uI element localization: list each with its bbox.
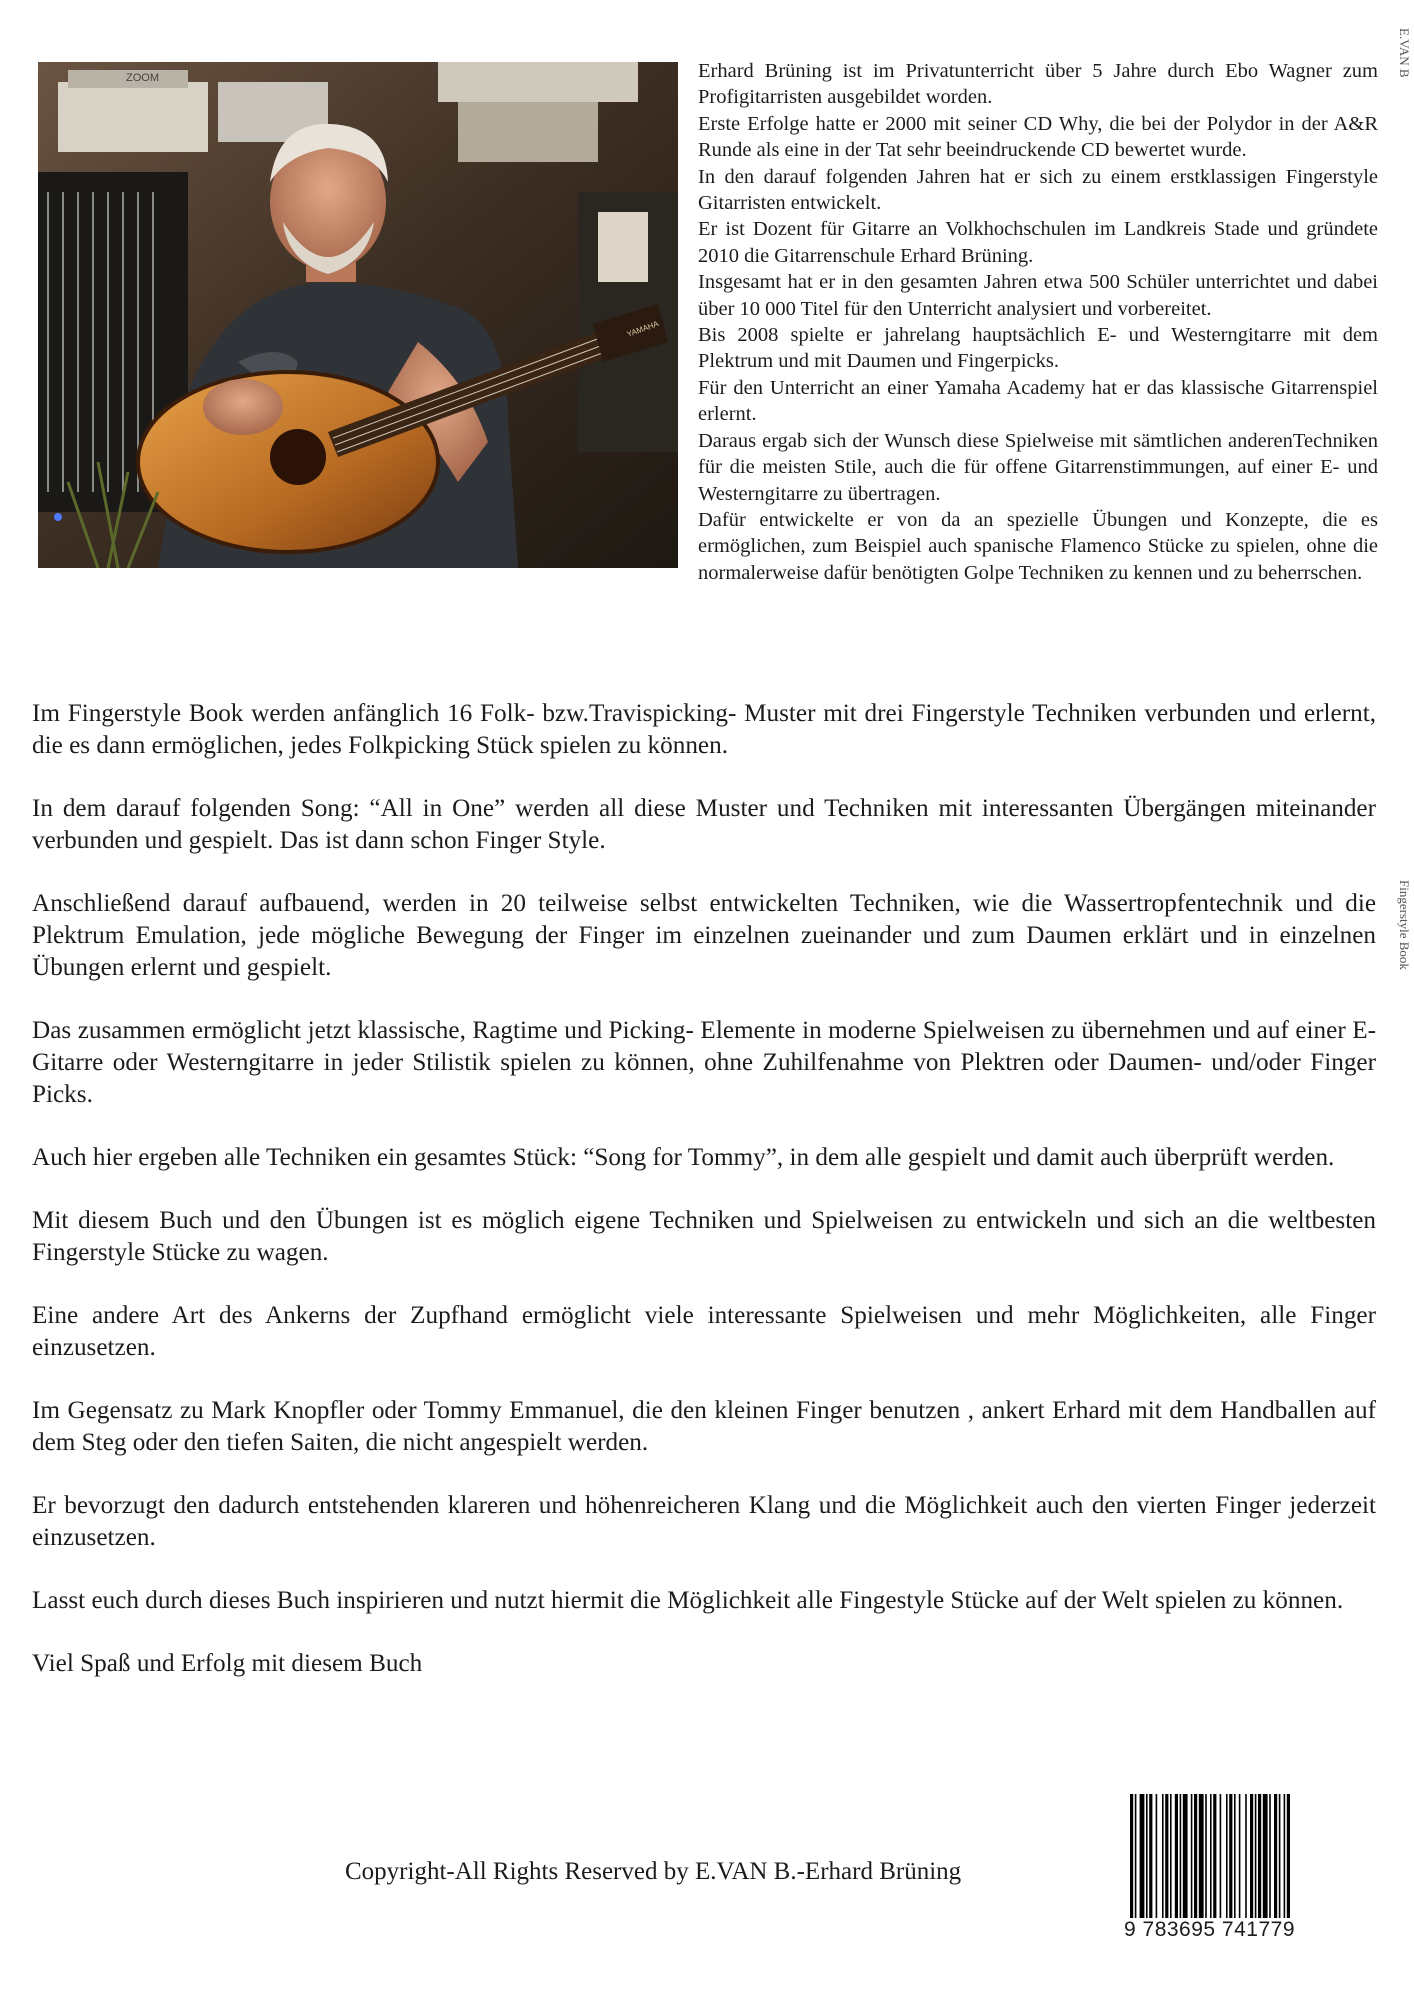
description-paragraph: Lasst euch durch dieses Buch inspirieren und nutzt hiermit die Möglichkeit alle Fingestyle Stücke auf der Welt spielen zu können. bbox=[32, 1587, 1344, 1614]
spine-label-top: E.VAN B bbox=[1397, 28, 1412, 78]
author-biography bbox=[698, 58, 1378, 586]
barcode-bar bbox=[1269, 1794, 1271, 1918]
copyright-notice: Copyright-All Rights Reserved by E.VAN B.-Erhard Brüning bbox=[345, 1858, 962, 1885]
author-photo bbox=[38, 62, 678, 568]
barcode-bar bbox=[1165, 1794, 1168, 1918]
bio-paragraph: Erhard Brüning ist im Privatunterricht über 5 Jahre durch Ebo Wagner zum Profigitarristen ausgebildet worden. bbox=[698, 60, 1378, 109]
author-photo-illustration bbox=[38, 62, 678, 568]
description-paragraph: Im Gegensatz zu Mark Knopfler oder Tommy Emmanuel, die den kleinen Finger benutzen , ankert Erhard mit dem Handballen auf dem Steg oder den tiefen Saiten, die nicht angespielt werden. bbox=[32, 1397, 1376, 1456]
barcode-bar bbox=[1135, 1794, 1137, 1918]
barcode-bar bbox=[1162, 1794, 1164, 1918]
barcode-digits: 9 783695 741779 bbox=[1124, 1918, 1295, 1941]
barcode-bar bbox=[1229, 1794, 1232, 1918]
barcode-bar bbox=[1226, 1794, 1228, 1918]
barcode-bar bbox=[1194, 1794, 1197, 1918]
barcode-bar bbox=[1146, 1794, 1148, 1918]
barcode-bar bbox=[1140, 1794, 1145, 1918]
barcode-bar bbox=[1199, 1794, 1204, 1918]
bio-paragraph: Bis 2008 spielte er jahrelang hauptsächlich E- und Westerngitarre mit dem Plektrum und mit Daumen und Fingerpicks. bbox=[698, 324, 1378, 373]
description-paragraph: Das zusammen ermöglicht jetzt klassische, Ragtime und Picking- Elemente in moderne Spielweisen zu übernehmen und auf einer E-Gitarre oder Westerngitarre in jeder Stilistik spielen zu können, ohne Zuhilfenahme von Plektren oder Daumen- und/oder Finger Picks. bbox=[32, 1017, 1376, 1108]
barcode-bar bbox=[1255, 1794, 1257, 1918]
bio-paragraph: Daraus ergab sich der Wunsch diese Spielweise mit sämtlichen anderenTechniken für die meisten Stile, auch die für offene Gitarrenstimmungen, auf einer E- und Westerngitarre zu übertragen. bbox=[698, 429, 1378, 505]
barcode-bar bbox=[1149, 1794, 1152, 1918]
barcode-bar bbox=[1287, 1794, 1290, 1918]
bio-paragraph: Er ist Dozent für Gitarre an Volkhochschulen im Landkreis Stade und gründete 2010 die Gitarrenschule Erhard Brüning. bbox=[698, 218, 1378, 267]
barcode-bar bbox=[1279, 1794, 1281, 1918]
barcode-bar bbox=[1234, 1794, 1236, 1918]
description-paragraph: Er bevorzugt den dadurch entstehenden klareren und höhenreicheren Klang und die Möglichkeit auch den vierten Finger jederzeit einzusetzen. bbox=[32, 1492, 1376, 1551]
barcode-bar bbox=[1213, 1794, 1216, 1918]
barcode-bar bbox=[1284, 1794, 1286, 1918]
barcode-bar bbox=[1130, 1794, 1133, 1918]
barcode-bar bbox=[1239, 1794, 1241, 1918]
barcode-bar bbox=[1245, 1794, 1247, 1918]
description-paragraph: In dem darauf folgenden Song: “All in One” werden all diese Muster und Techniken mit interessanten Übergängen miteinander verbunden und gespielt. Das ist dann schon Finger Style. bbox=[32, 795, 1376, 854]
barcode-bar bbox=[1191, 1794, 1193, 1918]
barcode-bar bbox=[1156, 1794, 1158, 1918]
description-paragraph: Mit diesem Buch und den Übungen ist es möglich eigene Techniken und Spielweisen zu entwickeln und sich an die weltbesten Fingerstyle Stücke zu wagen. bbox=[32, 1207, 1376, 1266]
description-paragraph: Anschließend darauf aufbauend, werden in 20 teilweise selbst entwickelten Techniken, wie die Wassertropfentechnik und die Plektrum Emulation, jede mögliche Bewegung der Finger im einzelnen zueinander und zum Daumen erklärt und in einzelnen Übungen erlernt und gespielt. bbox=[32, 890, 1376, 981]
barcode-bar bbox=[1180, 1794, 1182, 1918]
bio-paragraph: Für den Unterricht an einer Yamaha Academy hat er das klassische Gitarrenspiel erlernt. bbox=[698, 376, 1378, 426]
book-description bbox=[32, 698, 1376, 1711]
description-paragraph: Eine andere Art des Ankerns der Zupfhand ermöglicht viele interessante Spielweisen und mehr Möglichkeiten, alle Finger einzusetzen. bbox=[32, 1302, 1376, 1361]
barcode-bar bbox=[1220, 1794, 1222, 1918]
zoom-logo: ZOOM bbox=[126, 72, 159, 84]
spine-label-title: Fingerstyle Book bbox=[1397, 880, 1412, 970]
bio-paragraph: Dafür entwickelte er von da an spezielle Übungen und Konzepte, die es ermöglichen, zum Beispiel auch spanische Flamenco Stücke zu spielen, ohne die normalerweise dafür benötigten Golpe Techniken zu kennen und zu beherrschen. bbox=[698, 508, 1378, 584]
description-paragraph: Im Fingerstyle Book werden anfänglich 16 Folk- bzw.Travispicking- Muster mit drei Fingerstyle Techniken verbunden und erlernt, die es dann ermöglichen, jedes Folkpicking Stück spielen zu können. bbox=[32, 700, 1376, 759]
barcode-bar bbox=[1210, 1794, 1212, 1918]
closing-line: Viel Spaß und Erfolg mit diesem Buch bbox=[32, 1650, 423, 1677]
barcode-bar bbox=[1250, 1794, 1253, 1918]
isbn-barcode bbox=[1124, 1794, 1310, 1942]
barcode-bars bbox=[1124, 1794, 1310, 1918]
barcode-bar bbox=[1175, 1794, 1178, 1918]
bio-paragraph: Erste Erfolge hatte er 2000 mit seiner CD Why, die bei der Polydor in der A&R Runde als eine in der Tat sehr beeindruckende CD bewertet wurde. bbox=[698, 112, 1378, 162]
bio-paragraph: In den darauf folgenden Jahren hat er sich zu einem erstklassigen Fingerstyle Gitarristen entwickelt. bbox=[698, 165, 1378, 215]
barcode-bar bbox=[1205, 1794, 1207, 1918]
description-paragraph: Auch hier ergeben alle Techniken ein gesamtes Stück: “Song for Tommy”, in dem alle gespielt und damit auch überprüft werden. bbox=[32, 1144, 1335, 1171]
guitar-brand: YAMAHA bbox=[625, 319, 660, 339]
barcode-bar bbox=[1183, 1794, 1188, 1918]
bio-paragraph: Insgesamt hat er in den gesamten Jahren etwa 500 Schüler unterrichtet und dabei über 10 000 Titel für den Unterricht analysiert und vorbereitet. bbox=[698, 271, 1378, 320]
barcode-bar bbox=[1274, 1794, 1277, 1918]
barcode-bar bbox=[1258, 1794, 1261, 1918]
barcode-bar bbox=[1263, 1794, 1268, 1918]
barcode-bar bbox=[1170, 1794, 1172, 1918]
